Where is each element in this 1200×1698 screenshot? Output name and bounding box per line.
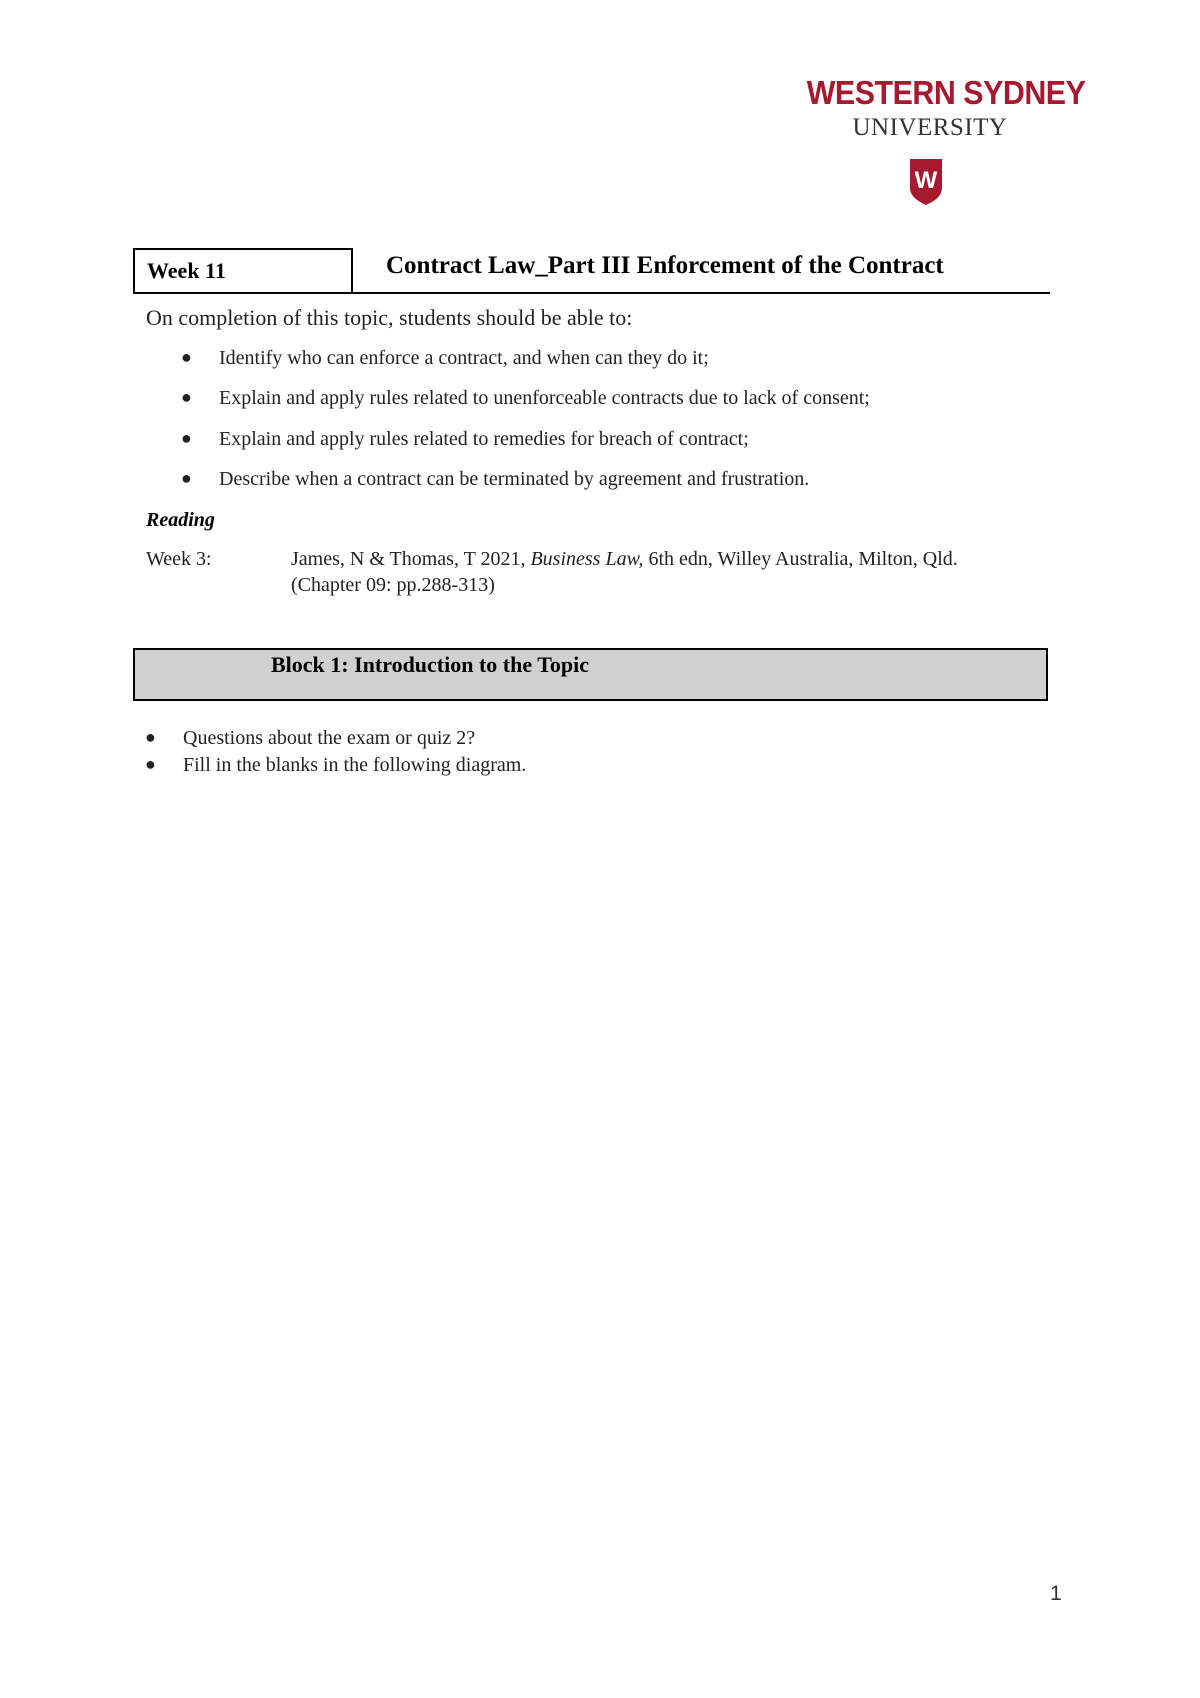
reading-week: Week 3: — [146, 548, 212, 570]
page-title: Contract Law_Part III Enforcement of the Contract — [386, 252, 944, 279]
shield-letter: W — [914, 167, 938, 194]
logo-wordmark-line2: UNIVERSITY — [852, 114, 1008, 141]
reading-publication: 6th edn, Willey Australia, Milton, Qld. — [643, 548, 958, 570]
bullet-icon: ● — [181, 428, 192, 448]
objective-text: Explain and apply rules related to unenforceable contracts due to lack of consent; — [219, 387, 870, 409]
list-item-text: Questions about the exam or quiz 2? — [183, 727, 476, 749]
university-logo — [796, 74, 1086, 214]
block-title: Block 1: Introduction to the Topic — [270, 652, 590, 677]
page-number: 1 — [1050, 1582, 1062, 1605]
objective-text: Identify who can enforce a contract, and when can they do it; — [219, 347, 709, 369]
list-item-text: Fill in the blanks in the following diagram. — [183, 754, 527, 776]
header-divider — [133, 292, 1050, 294]
bullet-icon: ● — [181, 387, 192, 407]
objective-text: Explain and apply rules related to remedies for breach of contract; — [219, 428, 749, 450]
objective-text: Describe when a contract can be terminated by agreement and frustration. — [219, 468, 810, 490]
block-banner — [133, 648, 1048, 701]
week-box — [133, 248, 353, 294]
bullet-icon: ● — [181, 347, 192, 367]
bullet-icon: ● — [181, 468, 192, 488]
objectives-intro: On completion of this topic, students should be able to: — [146, 305, 633, 330]
reading-reference — [291, 548, 958, 571]
bullet-icon: ● — [145, 754, 156, 774]
week-label: Week 11 — [147, 258, 226, 283]
reading-chapter: (Chapter 09: pp.288-313) — [291, 574, 495, 596]
bullet-icon: ● — [145, 727, 156, 747]
reading-authors: James, N & Thomas, T 2021, — [291, 548, 531, 570]
reading-book-title: Business Law, — [530, 548, 644, 570]
shield-icon — [909, 158, 943, 206]
reading-heading: Reading — [146, 509, 215, 531]
logo-wordmark-line1: WESTERN SYDNEY — [806, 74, 1086, 111]
